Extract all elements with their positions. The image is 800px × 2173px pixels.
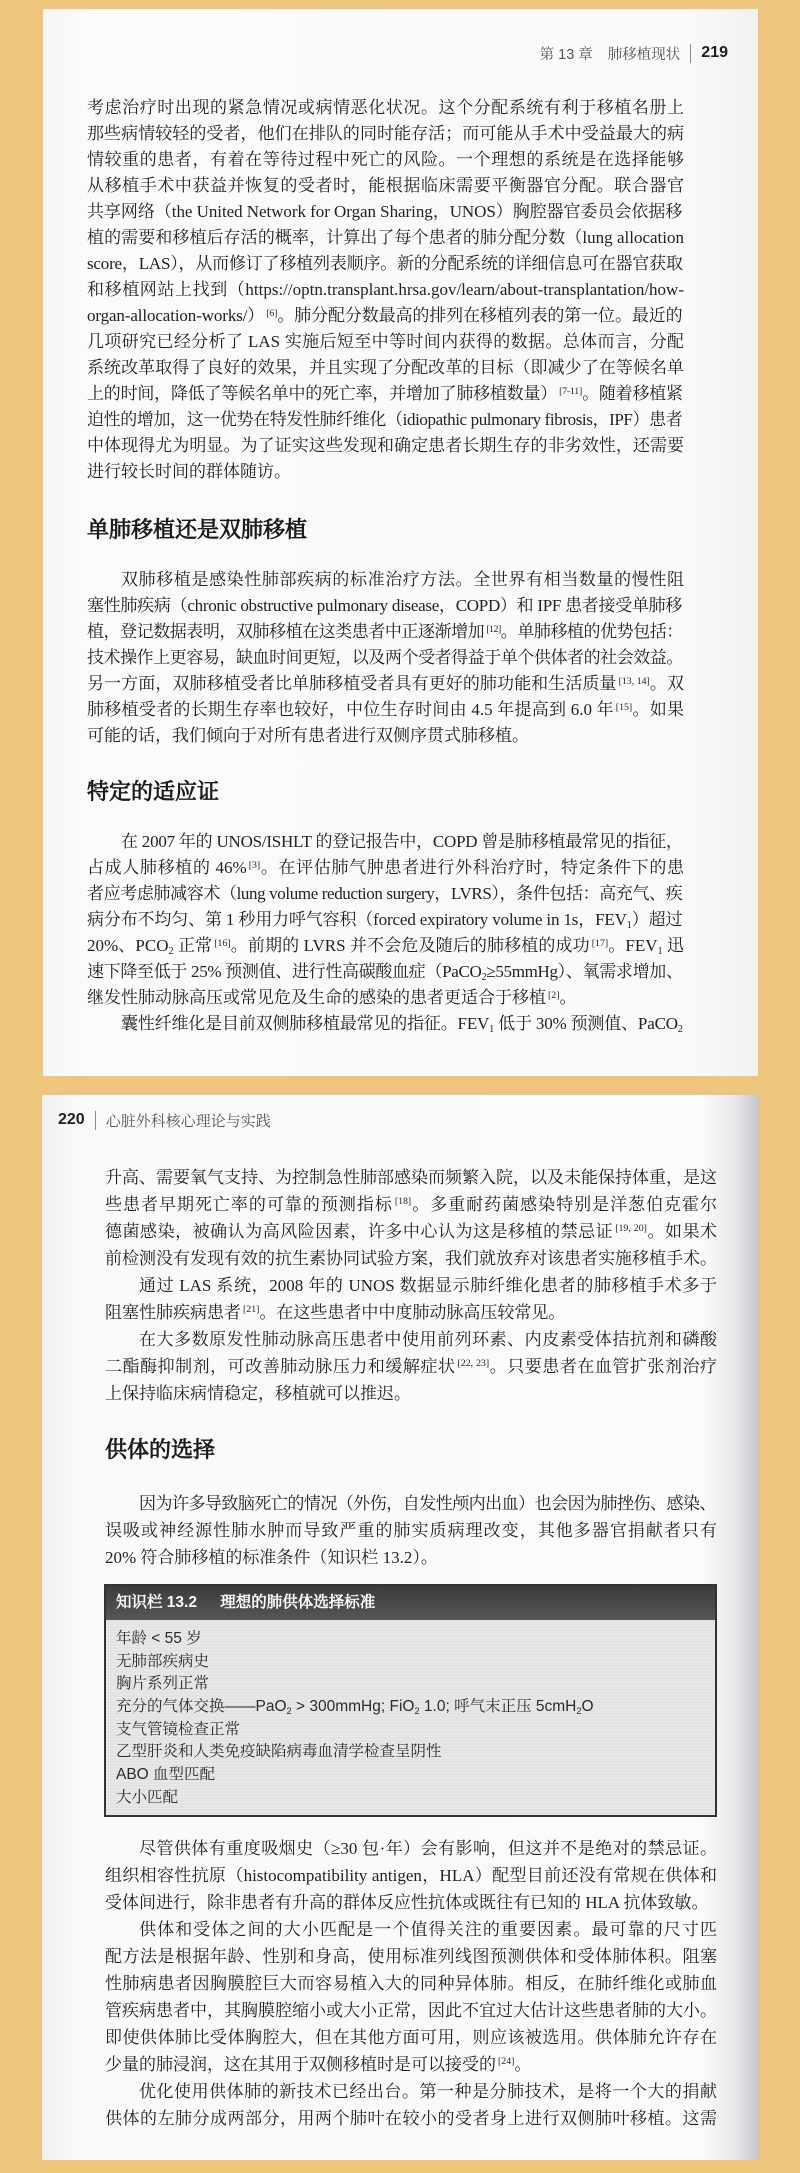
knowledge-box-criteria-list	[106, 1620, 715, 1810]
text-line: 迫性的增加，这一优势在特发性肺纤维化（idiopathic pulmonary fibrosis，IPF）患者	[87, 410, 683, 429]
paragraph	[105, 1272, 717, 1326]
text-line: 因为许多导致脑死亡的情况（外伤，自发性颅内出血）也会因为肺挫伤、感染、	[139, 1493, 716, 1513]
subscript: 2	[576, 1706, 582, 1717]
text-line: 肺移植受者的长期生存率也较好，中位生存时间由 4.5 年提高到 6.0 年 [15]。如果	[87, 700, 685, 719]
text-line: 继发性肺动脉高压或常见危及生命的感染的患者更适合于移植 [2]。	[87, 988, 577, 1007]
text-line: 管疾病患者中，其胸膜腔缩小或大小正常，因此不宜过大估计这些患者肺的大小。	[105, 2000, 717, 2020]
text-line: 在大多数原发性肺动脉高压患者中使用前列环素、内皮素受体拮抗剂和磷酸	[139, 1329, 717, 1349]
subscript: 2	[677, 1024, 683, 1036]
text-line: 进行较长时间的群体随访。	[87, 462, 291, 481]
book-page-220	[42, 1095, 759, 2160]
text-line: 可能的话，我们倾向于对所有患者进行双侧序贯式肺移植。	[87, 726, 529, 745]
section-single-vs-double-text	[87, 567, 684, 749]
donor-selection-text	[105, 1835, 717, 2132]
text-line: 些患者早期死亡率的可靠的预测指标 [18]。多重耐药菌感染特别是洋葱伯克霍尔	[105, 1194, 718, 1214]
text-line: 尽管供体有重度吸烟史（≥30 包·年）会有影响，但这并不是绝对的禁忌证。	[139, 1838, 717, 1858]
text-line: 阻塞性肺疾病患者 [21]。在这些患者中中度肺动脉高压较常见。	[105, 1302, 566, 1322]
criteria-item: ABO 血型匹配	[116, 1766, 216, 1784]
paragraph	[87, 1011, 684, 1037]
subscript: 2	[286, 1706, 292, 1717]
paragraph	[87, 829, 684, 1011]
paragraph	[105, 1835, 717, 1916]
subscript: 2	[414, 1706, 420, 1717]
subscript: 2	[168, 946, 174, 958]
text-line: 20%、PCO2 正常 [16]。前期的 LVRS 并不会危及随后的肺移植的成功 [17]。FEV1 迅	[87, 936, 685, 958]
knowledge-box	[104, 1584, 717, 1817]
header-divider	[690, 44, 691, 63]
text-line: 几项研究已经分析了 LAS 实施后短至中等时间内获得的数据。总体而言，分配	[87, 332, 684, 351]
text-line: 那些病情较轻的受者，他们在排队的同时能存活；而可能从手术中受益最大的病	[87, 124, 684, 143]
text-line: 囊性纤维化是目前双侧肺移植最常见的指征。FEV1 低于 30% 预测值、PaCO2	[121, 1014, 683, 1036]
knowledge-box-header	[106, 1586, 715, 1620]
text-line: 组织相容性抗原（histocompatibility antigen，HLA）配型目前还没有常规在供体和	[105, 1865, 717, 1885]
text-line: 从移植手术中获益并恢复的受者时，能根据临床需要平衡器官分配。联合器官	[87, 176, 684, 195]
citation-superscript: [3]	[248, 859, 261, 871]
text-line: 通过 LAS 系统，2008 年的 UNOS 数据显示肺纤维化患者的肺移植手术多于	[139, 1275, 717, 1295]
text-line: 上保持临床病情稳定，移植就可以推迟。	[105, 1383, 411, 1403]
opening-text-block	[105, 1164, 717, 1407]
text-line: 共享网络（the United Network for Organ Sharing，UNOS）胸腔器官委员会依据移	[87, 202, 683, 221]
text-line: 20% 符合肺移植的标准条件（知识栏 13.2）。	[105, 1547, 438, 1567]
text-line: 病分布不均匀、第 1 秒用力呼气容积（forced expiratory volume in 1s，FEV1）超过	[87, 910, 683, 932]
subscript: 1	[626, 920, 632, 932]
text-line: 优化使用供体肺的新技术已经出台。第一种是分肺技术，是将一个大的捐献	[139, 2081, 717, 2101]
text-line: 供体的左肺分成两部分，用两个肺叶在较小的受者身上进行双侧肺叶移植。这需	[105, 2108, 717, 2128]
knowledge-box-label: 知识栏 13.2	[116, 1594, 197, 1611]
text-line: 在 2007 年的 UNOS/ISHLT 的登记报告中，COPD 曾是肺移植最常见的指征，	[121, 832, 683, 851]
paragraph	[87, 567, 684, 749]
criteria-item: 支气管镜检查正常	[116, 1720, 241, 1738]
text-line: 和移植网站上找到（https://optn.transplant.hrsa.gov/learn/about-transplantation/how-	[87, 280, 684, 299]
citation-superscript: [17]	[591, 937, 609, 949]
donor-selection-intro-text	[105, 1490, 717, 1571]
text-line: 技术操作上更容易，缺血时间更短，以及两个受者得益于单个供体者的社会效益。	[87, 648, 683, 667]
paragraph	[87, 95, 684, 485]
citation-superscript: [21]	[243, 1304, 260, 1316]
citation-superscript: [12]	[486, 623, 501, 635]
text-line: 性肺病患者因胸膜腔巨大而容易植入大的同种异体肺。相反，在肺纤维化或肺血	[105, 1973, 717, 1993]
text-line: 塞性肺疾病（chronic obstructive pulmonary disease，COPD）和 IPF 患者接受单肺移	[87, 596, 683, 615]
opening-text-block	[87, 95, 684, 485]
chapter-label: 第 13 章	[539, 46, 593, 63]
text-line: 误吸或神经源性肺水肿而导致严重的肺实质病理改变，其他多器官捐献者只有	[105, 1520, 717, 1540]
criteria-item: 无肺部疾病史	[116, 1652, 210, 1670]
criteria-item: 年龄 < 55 岁	[116, 1630, 202, 1647]
text-line: organ-allocation-works/） [6]。肺分配分数最高的排列在移植列表的第一位。最近的	[87, 306, 683, 325]
page-number: 220	[58, 1111, 85, 1128]
text-line: 升高、需要氧气支持、为控制急性肺部感染而频繁入院，以及未能保持体重，是这	[105, 1167, 717, 1187]
section-heading-indications: 特定的适应证	[87, 779, 220, 804]
criteria-item: 胸片系列正常	[116, 1675, 210, 1693]
page-number: 219	[701, 44, 728, 61]
running-header	[58, 1110, 271, 1130]
text-line: 另一方面，双肺移植受者比单肺移植受者具有更好的肺功能和生活质量 [13, 14]。双	[87, 674, 684, 693]
citation-superscript: [2]	[548, 989, 560, 1001]
subscript: 1	[657, 946, 663, 958]
text-line: 中体现得尤为明显。为了证实这些发现和确定患者长期生存的非劣效性，还需要	[87, 436, 684, 455]
citation-superscript: [19, 20]	[615, 1223, 647, 1235]
text-line: score，LAS），从而修订了移植列表顺序。新的分配系统的详细信息可在器官获取	[87, 254, 683, 273]
text-line: 双肺移植是感染性肺部疾病的标准治疗方法。全世界有相当数量的慢性阻	[121, 570, 684, 589]
text-line: 二酯酶抑制剂，可改善肺动脉压力和缓解症状 [22, 23]。只要患者在血管扩张剂治疗	[105, 1356, 718, 1376]
chapter-title: 肺移植现状	[607, 46, 681, 63]
section-indications-text	[87, 829, 684, 1037]
text-line: 即使供体肺比受体胸腔大，但在其他方面可用，则应该被选用。供体肺允许存在	[105, 2027, 717, 2047]
paragraph	[105, 1490, 717, 1571]
section-heading-single-vs-double: 单肺移植还是双肺移植	[87, 517, 308, 542]
paragraph	[105, 1916, 717, 2078]
text-line: 少量的肺浸润，这在其用于双侧移植时是可以接受的 [24]。	[105, 2054, 532, 2074]
text-line: 前检测没有发现有效的抗生素协同试验方案，我们就放弃对该患者实施移植手术。	[105, 1248, 717, 1268]
paragraph	[105, 1164, 717, 1272]
subscript: 2	[481, 972, 487, 984]
text-line: 系统改革取得了良好的效果，并且实现了分配改革的目标（即减少了在等候名单	[87, 358, 684, 377]
header-divider	[95, 1111, 96, 1130]
text-line: 受体间进行，除非患者有升高的群体反应性抗体或既往有已知的 HLA 抗体致敏。	[105, 1892, 709, 1912]
subscript: 1	[489, 1024, 495, 1036]
text-line: 速下降至低于 25% 预测值、进行性高碳酸血症（PaCO2≥55mmHg）、氧需求增加、	[87, 962, 683, 984]
text-line: 德菌感染，被确认为高风险因素，许多中心认为这是移植的禁忌证 [19, 20]。如果术	[105, 1221, 718, 1241]
running-header	[540, 43, 728, 63]
text-line: 情较重的患者，有着在等待过程中死亡的风险。一个理想的系统是在选择能够	[87, 150, 684, 169]
citation-superscript: [18]	[394, 1196, 412, 1208]
citation-superscript: [13, 14]	[618, 675, 650, 687]
citation-superscript: [15]	[615, 701, 633, 713]
text-line: 配方法是根据年龄、性别和身高，使用标准列线图预测供体和受体肺体积。阻塞	[105, 1946, 717, 1966]
citation-superscript: [16]	[214, 937, 231, 949]
text-line: 者应考虑肺减容术（lung volume reduction surgery，LVRS），条件包括：高充气、疾	[87, 884, 683, 903]
book-title: 心脏外科核心理论与实践	[105, 1112, 271, 1130]
criteria-item: 大小匹配	[116, 1788, 179, 1806]
text-line: 植，登记数据表明，双肺移植在这类患者中正逐渐增加 [12]。单肺移植的优势包括：	[87, 622, 683, 641]
text-line: 上的时间，降低了等候名单中的死亡率，并增加了肺移植数量） [7-11]。随着移植紧	[87, 384, 683, 403]
paragraph	[105, 2078, 717, 2132]
criteria-item: 乙型肝炎和人类免疫缺陷病毒血清学检查呈阴性	[116, 1743, 442, 1761]
text-line: 考虑治疗时出现的紧急情况或病情恶化状况。这个分配系统有利于移植名册上	[87, 98, 684, 117]
citation-superscript: [22, 23]	[457, 1358, 490, 1370]
citation-superscript: [24]	[498, 2056, 515, 2068]
citation-superscript: [6]	[266, 307, 278, 319]
paragraph	[105, 1326, 717, 1407]
section-heading-donor-selection: 供体的选择	[105, 1437, 216, 1462]
knowledge-box-title: 理想的肺供体选择标准	[220, 1594, 376, 1611]
criteria-item: 充分的气体交换——PaO2 > 300mmHg; FiO2 1.0; 呼气末正压 5cmH2O	[116, 1698, 594, 1717]
citation-superscript: [7-11]	[559, 385, 583, 397]
text-line: 植的需要和移植后存活的概率，计算出了每个患者的肺分配分数（lung allocation	[87, 228, 684, 247]
text-line: 占成人肺移植的 46% [3]。在评估肺气肿患者进行外科治疗时，特定条件下的患	[87, 858, 684, 877]
text-line: 供体和受体之间的大小匹配是一个值得关注的重要因素。最可靠的尺寸匹	[139, 1919, 717, 1939]
book-page-219	[43, 9, 758, 1076]
